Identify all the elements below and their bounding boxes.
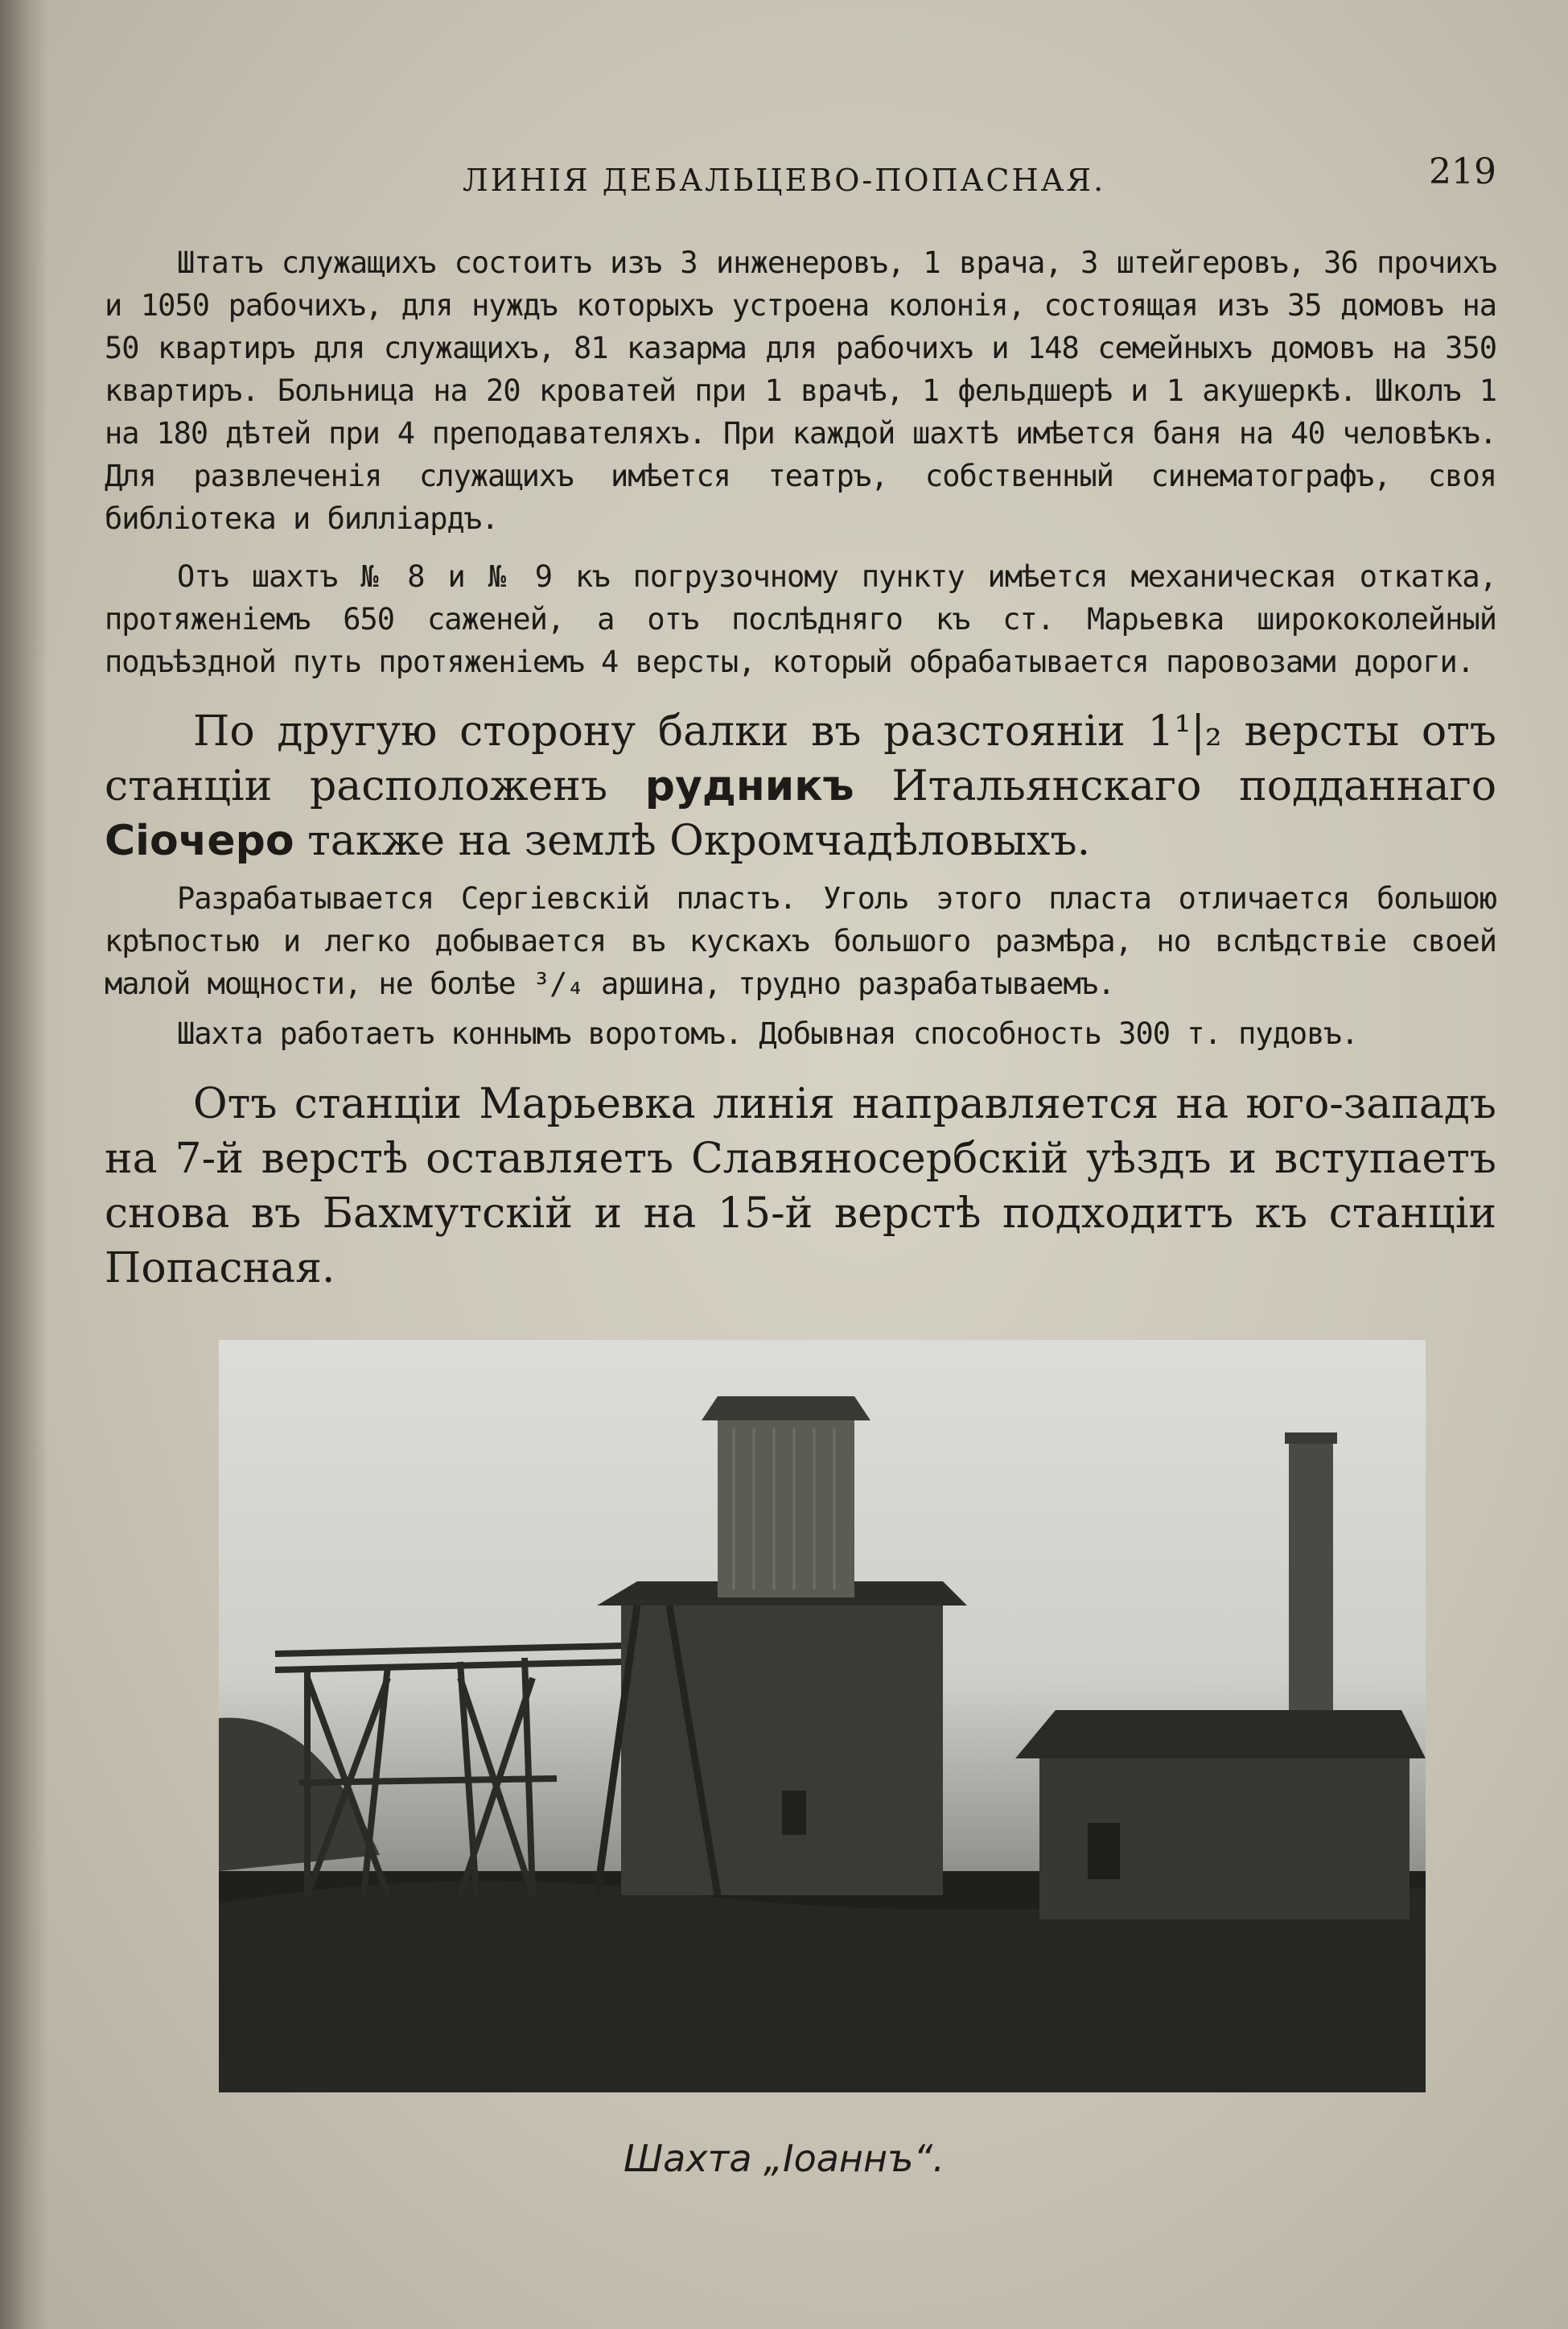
paragraph-text: Отъ станціи Марьевка линія направляется на юго-западъ на 7-й верстѣ оставляетъ Славяносербскій уѣздъ и вступаетъ снова въ Бахмутскій и на 15-й верстѣ подходитъ къ станціи Попасная. <box>105 1080 1496 1292</box>
paragraph-text: Разрабатывается Сергіевскій пластъ. Уголь этого пласта отличается большою крѣпостью и легко добывается въ кускахъ большого размѣра, но вслѣдствіе своей малой мощности, не болѣе ³/₄ аршина, трудно разрабатываемъ. <box>105 881 1496 1001</box>
paragraph-text: Штатъ служащихъ состоитъ изъ 3 инженеровъ, 1 врача, 3 штейгеровъ, 36 прочихъ и 1050 рабочихъ, для нуждъ которыхъ устроена колонія, состоящая изъ 35 домовъ на 50 квартиръ для служащихъ, 81 казарма для рабочихъ и 148 семейныхъ домовъ на 350 квартиръ. Больница на 20 кроватей при 1 врачѣ, 1 фельдшерѣ и 1 акушеркѣ. Школъ 1 на 180 дѣтей при 4 преподавателяхъ. При каждой шахтѣ имѣется баня на 40 человѣкъ. Для развлеченія служащихъ имѣется театръ, собственный синематографъ, своя библіотека и билліардъ. <box>105 245 1496 536</box>
paragraph-capacity <box>105 1012 1496 1055</box>
photo-caption: Шахта „Іоаннъ“. <box>623 2137 945 2180</box>
paragraph-text: Отъ шахтъ № 8 и № 9 къ погрузочному пункту имѣется механическая откатка, протяженіемъ 650 саженей, а отъ послѣдняго къ ст. Марьевка ширококолейный подъѣздной путь протяженіемъ 4 версты, который обрабатывается паровозами дороги. <box>105 559 1496 679</box>
paragraph-route <box>105 1077 1496 1296</box>
running-title: ЛИНІЯ ДЕБАЛЬЦЕВО-ПОПАСНАЯ. <box>463 163 1106 198</box>
page-number: 219 <box>1429 151 1496 192</box>
bold-term-mine: рудникъ <box>644 762 854 810</box>
paragraph-staff <box>105 241 1496 540</box>
paragraph-seam <box>105 877 1496 1005</box>
page-header <box>105 151 1496 208</box>
mine-photograph <box>219 1340 1426 2092</box>
paragraph-text <box>105 704 1496 868</box>
paragraph-haulage <box>105 555 1496 683</box>
text-run: По другую сторону балки въ разстояніи 1¹|₂ версты отъ станціи расположенъ <box>105 707 1496 810</box>
paragraph-siochero-mine <box>105 704 1496 868</box>
text-run: Итальянскаго подданнаго <box>854 762 1497 810</box>
mine-headframe-illustration <box>219 1340 1426 2092</box>
bold-term-owner: Сіочеро <box>105 817 294 865</box>
paragraph-text: Шахта работаетъ коннымъ воротомъ. Добывная способность 300 т. пудовъ. <box>177 1016 1359 1051</box>
page-gutter-shadow <box>0 0 48 2329</box>
text-run: также на землѣ Окромчадѣловыхъ. <box>294 817 1091 865</box>
